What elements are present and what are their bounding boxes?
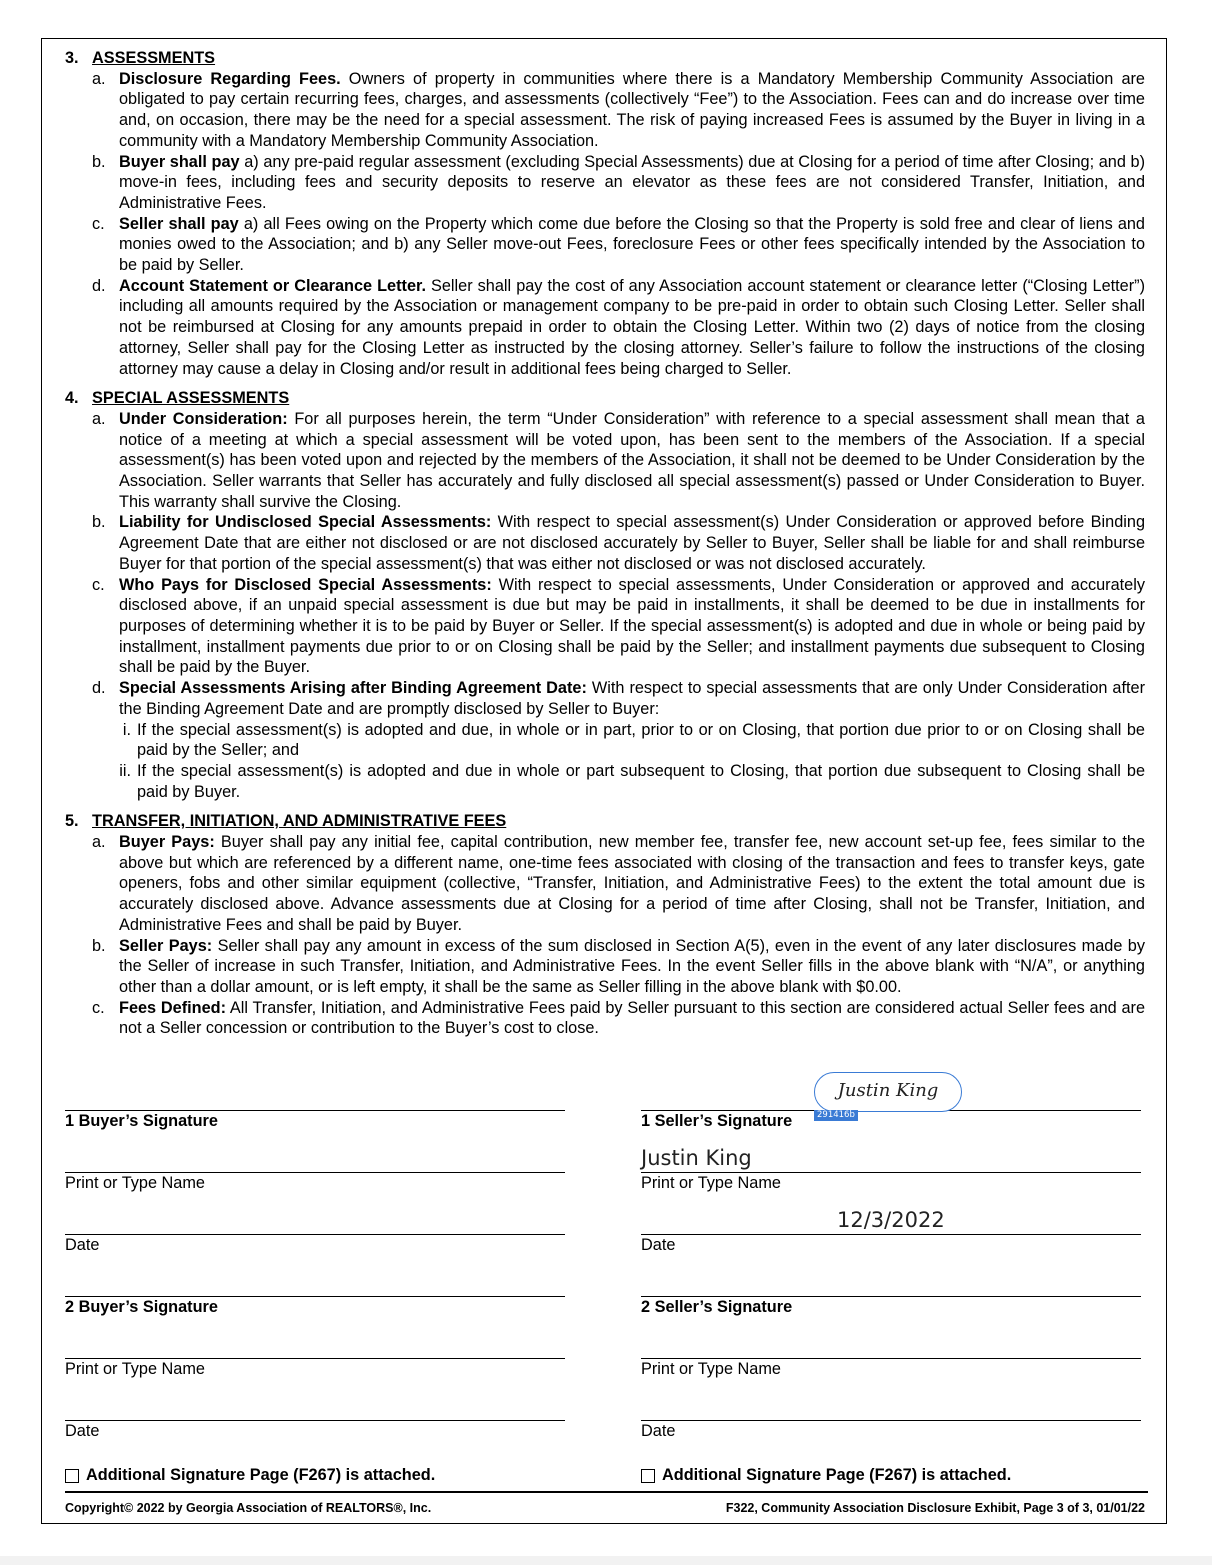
list-item [65, 276, 1145, 380]
buyer-2-signature-label: 2 Buyer’s Signature [65, 1298, 218, 1316]
sub-item [65, 761, 1145, 802]
item-letter: c. [92, 998, 105, 1017]
section-title: TRANSFER, INITIATION, AND ADMINISTRATIVE FEES [92, 812, 507, 831]
buyer-1-name-field[interactable] [65, 1132, 565, 1194]
item-lead: Buyer shall pay [119, 152, 240, 171]
copyright-text: Copyright© 2022 by Georgia Association of REALTORS®, Inc. [65, 1501, 432, 1515]
esignature-id-badge: 291416b [814, 1110, 858, 1121]
item-lead: Buyer Pays: [119, 833, 215, 852]
item-letter: a. [92, 833, 106, 852]
checkbox-icon[interactable] [641, 1469, 655, 1483]
item-lead: Liability for Undisclosed Special Assessments: [119, 513, 492, 532]
item-text: All Transfer, Initiation, and Administrative Fees paid by Seller pursuant to this section are considered actual Seller fees and are not a Seller concession or contribution to the Buyer’s cost to close. [119, 998, 1146, 1038]
signature-area [65, 1070, 1145, 1490]
list-item [65, 152, 1145, 214]
signature-line [65, 1234, 565, 1235]
section-heading [65, 811, 1145, 832]
item-letter: c. [92, 575, 105, 594]
section-special-assessments [65, 388, 1145, 802]
item-lead: Seller shall pay [119, 214, 239, 233]
section-title: SPECIAL ASSESSMENTS [92, 389, 290, 408]
buyer-additional-signature-checkbox[interactable] [65, 1466, 435, 1485]
section-number: 3. [65, 49, 79, 67]
seller-2-signature-label: 2 Seller’s Signature [641, 1298, 793, 1316]
item-lead: Who Pays for Disclosed Special Assessments: [119, 575, 492, 594]
esignature-name: Justin King [837, 1080, 939, 1101]
item-text: a) any pre-paid regular assessment (excluding Special Assessments) due at Closing for a period of time after Closing; and b) move-in fees, including fees and security deposits to reserve an elevator as these fees are not considered Transfer, Initiation, and Administrative Fees. [119, 152, 1146, 212]
signature-line [641, 1296, 1141, 1297]
list-item [65, 575, 1145, 679]
seller-1-date-value: 12/3/2022 [837, 1208, 945, 1232]
seller-1-signature-field[interactable] [641, 1070, 1141, 1132]
item-lead: Disclosure Regarding Fees. [119, 69, 341, 88]
signature-line [641, 1234, 1141, 1235]
buyer-1-name-label: Print or Type Name [65, 1174, 205, 1192]
section-transfer-fees [65, 811, 1145, 1039]
signature-line [641, 1420, 1141, 1421]
item-lead: Special Assessments Arising after Binding Agreement Date: [119, 679, 587, 698]
seller-attach-label: Additional Signature Page (F267) is attached. [662, 1466, 1012, 1484]
buyer-2-signature-field[interactable] [65, 1256, 565, 1318]
sub-item-text: If the special assessment(s) is adopted and due in whole or part subsequent to Closing, that portion due subsequent to Closing shall be paid by Buyer. [137, 761, 1145, 801]
item-letter: c. [92, 214, 105, 233]
section-assessments [65, 48, 1145, 379]
item-letter: b. [92, 152, 106, 171]
list-item [65, 69, 1145, 152]
signature-line [65, 1110, 565, 1111]
list-item [65, 998, 1145, 1039]
sub-item-text: If the special assessment(s) is adopted and due, in whole or in part, prior to or on Closing, that portion due prior to or on Closing shall be paid by the Seller; and [137, 720, 1145, 760]
sub-item-number: ii. [119, 761, 131, 780]
item-text: For all purposes herein, the term “Under Consideration” with reference to a special assessment shall mean that a notice of a meeting at which a special assessment will be voted upon, has been sent to the members of the Association. If a special assessment(s) has been voted upon and rejected by the members of the Association, it shall not be deemed to be Under Consideration by the Association. Seller warrants that Seller has accurately and fully disclosed all special assessment(s) passed or Under Consideration to Buyer. This warranty shall survive the Closing. [119, 409, 1145, 511]
buyer-1-date-field[interactable] [65, 1194, 565, 1256]
list-item [65, 678, 1145, 719]
item-letter: d. [92, 276, 106, 295]
item-text: Owners of property in communities where there is a Mandatory Membership Community Association are obligated to pay certain recurring fees, charges, and assessments (collectively “Fee”) to the Association. Fees can and do increase over time and, on occasion, there may be the need for a special assessment. The risk of paying increased Fees is assumed by the Buyer in living in a community with a Mandatory Membership Community Association. [119, 69, 1145, 150]
sub-item [65, 720, 1145, 761]
section-heading [65, 388, 1145, 409]
item-text: With respect to special assessments, Under Consideration or approved and accurately disclosed above, if an unpaid special assessment is due but may be paid in installments, it shall be deemed to be due in installments for purposes of determining whether it is to be paid by Buyer or Seller. If the special assessment(s) is adopted and due in whole or being paid by installment, installment payments due prior to or on Closing shall be paid by the Seller; and installment payments due subsequent to Closing shall be paid by the Buyer. [119, 575, 1145, 677]
section-title: ASSESSMENTS [92, 49, 216, 67]
form-identifier: F322, Community Association Disclosure Exhibit, Page 3 of 3, 01/01/22 [725, 1501, 1145, 1515]
buyer-attach-label: Additional Signature Page (F267) is attached. [86, 1466, 436, 1484]
signature-line [641, 1172, 1141, 1173]
seller-2-date-field[interactable] [641, 1380, 1141, 1442]
signature-line [65, 1172, 565, 1173]
section-heading [65, 48, 1145, 69]
list-item [65, 832, 1145, 936]
item-letter: a. [92, 409, 106, 428]
item-lead: Seller Pays: [119, 936, 213, 955]
buyer-2-date-label: Date [65, 1422, 100, 1440]
item-text: With respect to special assessment(s) Under Consideration or approved before Binding Agreement Date that are either not disclosed or are not disclosed accurately by Seller to Buyer, Seller shall be liable for and shall reimburse Buyer for that portion of the special assessment(s) that was either not disclosed or was not disclosed accurately. [119, 513, 1145, 573]
item-letter: a. [92, 69, 106, 88]
seller-2-name-label: Print or Type Name [641, 1360, 781, 1378]
list-item [65, 214, 1145, 276]
item-lead: Under Consideration: [119, 409, 288, 428]
item-text: With respect to special assessments that are only Under Consideration after the Binding Agreement Date and are promptly disclosed by Seller to Buyer: [119, 679, 1145, 718]
item-text: Buyer shall pay any initial fee, capital contribution, new member fee, transfer fee, new account set-up fee, fees similar to the above but which are referenced by a different name, one-time fees associated with closing of the transaction and fees to transfer keys, gate openers, fobs and other similar equipment (collective, “Transfer, Initiation, and Administrative Fees) to the extent the total amount due is accurately disclosed above. Advance assessments due at Closing for a period of time after Closing, shall not be Transfer, Initiation, and Administrative Fees and shall be paid by Buyer. [119, 833, 1145, 934]
list-item [65, 936, 1145, 998]
checkbox-icon[interactable] [65, 1469, 79, 1483]
seller-1-name-label: Print or Type Name [641, 1174, 781, 1192]
seller-2-date-label: Date [641, 1422, 676, 1440]
buyer-1-signature-field[interactable] [65, 1070, 565, 1132]
buyer-1-signature-label: 1 Buyer’s Signature [65, 1112, 218, 1130]
section-number: 4. [65, 389, 79, 408]
footer-divider [65, 1491, 1148, 1493]
item-letter: b. [92, 936, 106, 955]
item-letter: b. [92, 513, 106, 532]
esignature-stamp[interactable] [814, 1072, 962, 1112]
item-letter: d. [92, 679, 106, 698]
list-item [65, 409, 1145, 513]
seller-2-signature-field[interactable] [641, 1256, 1141, 1318]
signature-line [65, 1296, 565, 1297]
seller-additional-signature-checkbox[interactable] [641, 1466, 1011, 1485]
item-text: a) all Fees owing on the Property which come due before the Closing so that the Property is sold free and clear of liens and monies owed to the Association; and b) any Seller move-out Fees, foreclosure Fees or other fees specifically intended by the Association to be paid by Seller. [119, 214, 1145, 275]
document-body [65, 48, 1145, 1048]
buyer-2-name-label: Print or Type Name [65, 1360, 205, 1378]
item-lead: Fees Defined: [119, 998, 227, 1017]
seller-2-name-field[interactable] [641, 1318, 1141, 1380]
item-text: Seller shall pay any amount in excess of the sum disclosed in Section A(5), even in the event of any later disclosures made by the Seller of increase in such Transfer, Initiation, and Administrative Fees. In the event Seller fills in the above blank with “N/A”, or anything other than a dollar amount, or is left empty, it shall be the same as Seller filling in the above blank with $0.00. [119, 936, 1145, 996]
sub-item-number: i. [122, 720, 131, 739]
section-number: 5. [65, 812, 79, 831]
seller-1-date-label: Date [641, 1236, 676, 1254]
buyer-2-name-field[interactable] [65, 1318, 565, 1380]
buyer-1-date-label: Date [65, 1236, 100, 1254]
list-item [65, 512, 1145, 574]
signature-line [65, 1420, 565, 1421]
seller-1-signature-label: 1 Seller’s Signature [641, 1112, 793, 1130]
signature-line [641, 1358, 1141, 1359]
buyer-2-date-field[interactable] [65, 1380, 565, 1442]
item-text: Seller shall pay the cost of any Association account statement or clearance letter (“Closing Letter”) including all amounts required by the Association or management company to be pre-paid in order to obtain such Closing Letter. Seller shall not be reimbursed at Closing for any amounts prepaid in order to obtain the Closing Letter. Within two (2) days of notice from the closing attorney, Seller shall pay for the Closing Letter as instructed by the closing attorney. Seller’s failure to follow the instructions of the closing attorney may cause a delay in Closing and/or result in additional fees being charged to Seller. [119, 276, 1145, 378]
signature-line [65, 1358, 565, 1359]
item-lead: Account Statement or Clearance Letter. [119, 276, 426, 295]
seller-1-name-value: Justin King [641, 1146, 752, 1170]
